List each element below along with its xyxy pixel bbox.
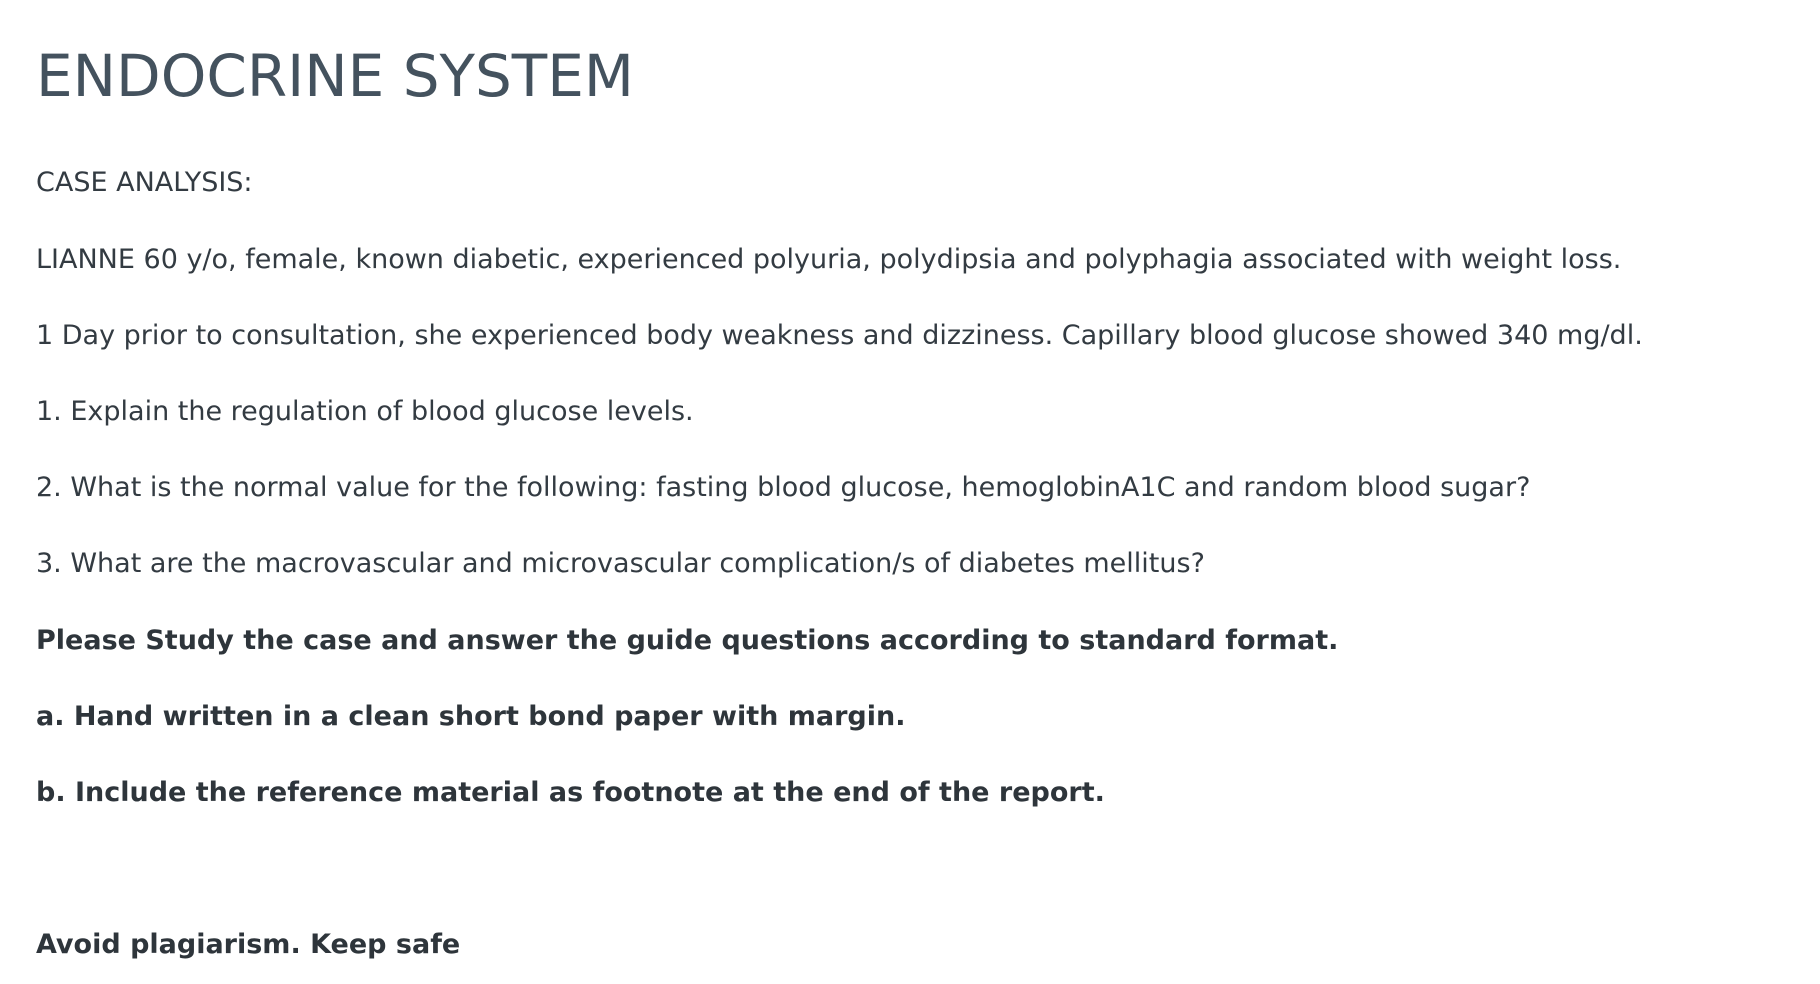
case-paragraph-history: 1 Day prior to consultation, she experienced body weakness and dizziness. Capillary blood glucose showed 340 mg/dl. [36, 320, 1643, 351]
case-paragraph-patient: LIANNE 60 y/o, female, known diabetic, experienced polyuria, polydipsia and polyphagia associated with weight loss. [36, 244, 1622, 275]
instruction-main: Please Study the case and answer the guide questions according to standard format. [36, 625, 1339, 656]
instruction-a: a. Hand written in a clean short bond paper with margin. [36, 701, 906, 732]
page-title: ENDOCRINE SYSTEM [36, 42, 634, 110]
question-1: 1. Explain the regulation of blood glucose levels. [36, 396, 694, 427]
question-2: 2. What is the normal value for the following: fasting blood glucose, hemoglobinA1C and random blood sugar? [36, 472, 1531, 503]
closing-note: Avoid plagiarism. Keep safe [36, 929, 461, 960]
case-analysis-heading: CASE ANALYSIS: [36, 167, 253, 198]
question-3: 3. What are the macrovascular and microvascular complication/s of diabetes mellitus? [36, 548, 1205, 579]
instruction-b: b. Include the reference material as footnote at the end of the report. [36, 777, 1105, 808]
